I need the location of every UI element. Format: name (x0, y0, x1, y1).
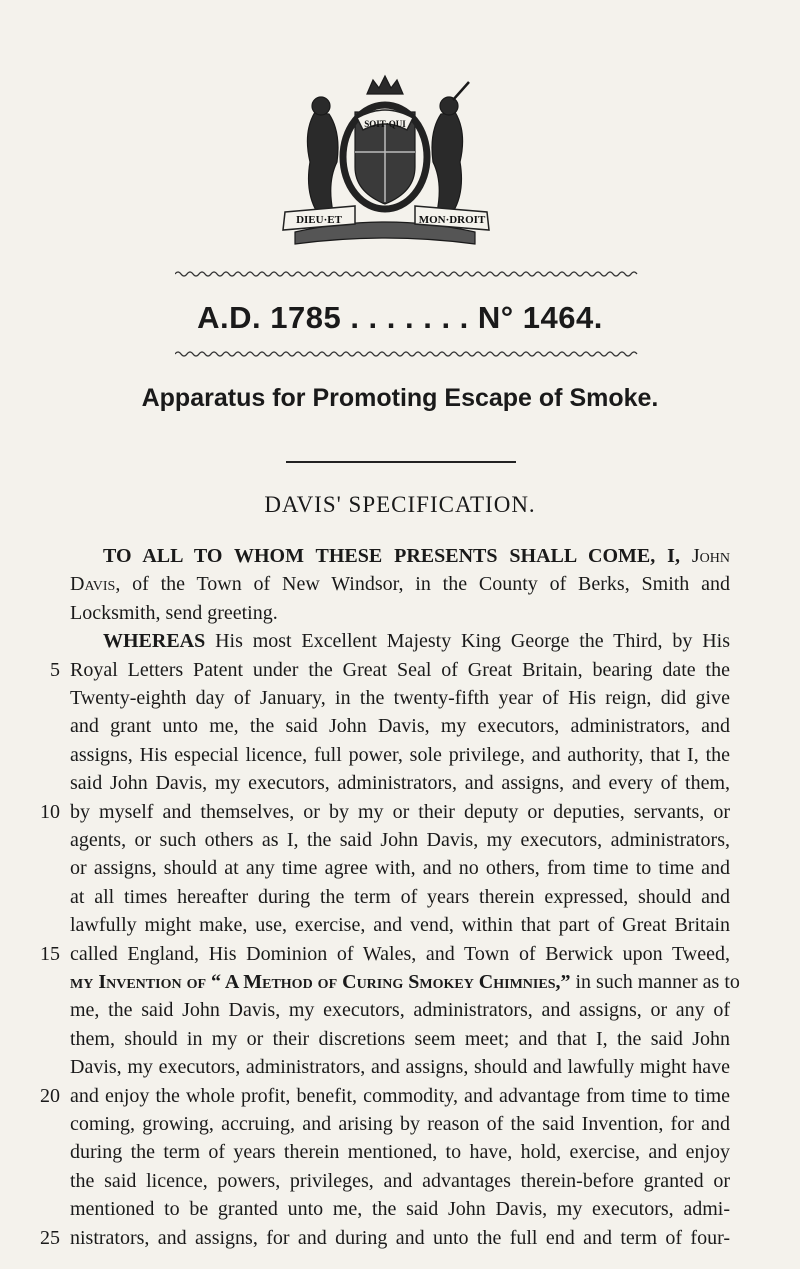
body-line: Royal Letters Patent under the Great Seal of Great Britain, bearing date the (70, 658, 730, 681)
patent-number-heading: A.D. 1785 . . . . . . . N° 1464. (197, 300, 603, 335)
body-line: Davis, my executors, administrators, and assigns, should and lawfully might have (70, 1056, 730, 1079)
line-text: , of the Town of New Windsor, in the County of Berks, Smith and (115, 573, 730, 596)
body-line: coming, growing, accruing, and arising by reason of the said Invention, for and (70, 1113, 730, 1135)
line-text: my Invention of “ A Method of Curing Smokey Chimnies,” (70, 971, 571, 993)
wavy-rule-top (175, 270, 640, 278)
body-line: or assigns, should at any time agree with, and no others, from time to time and (70, 857, 730, 880)
body-line: and enjoy the whole profit, benefit, commodity, and advantage from time to time (70, 1084, 730, 1107)
body-line: and grant unto me, the said John Davis, my executors, administrators, and (70, 715, 730, 738)
line-number: 15 (40, 942, 60, 965)
motto-right-text: MON·DROIT (418, 214, 486, 226)
line-number: 5 (50, 658, 60, 681)
title-divider (286, 461, 516, 463)
body-line: mentioned to be granted unto me, the said John Davis, my executors, admi- (70, 1198, 730, 1221)
royal-coat-of-arms-icon (255, 72, 515, 252)
body-line: me, the said John Davis, my executors, administrators, and assigns, or any of (70, 999, 730, 1022)
motto-mid-text: DIEU·ET (296, 214, 342, 226)
body-line: agents, or such others as I, the said John Davis, my executors, administrators, (70, 829, 730, 851)
body-line: Locksmith, send greeting. (70, 601, 278, 624)
line-text: His most Excellent Majesty King George the Third, by His (205, 630, 730, 653)
body-line: nistrators, and assigns, for and during and unto the full end and term of four- (70, 1226, 730, 1249)
body-line: during the term of years therein mentioned, to have, hold, exercise, and enjoy (70, 1141, 730, 1164)
line-text: Davis (70, 573, 116, 596)
line-text: in such manner as to (570, 971, 740, 993)
wavy-rule-bottom (175, 350, 640, 358)
line-number: 25 (40, 1226, 60, 1249)
specification-heading: DAVIS' SPECIFICATION. (264, 492, 536, 517)
motto-left-text: SOIT·QUI (364, 119, 406, 129)
body-line: by myself and themselves, or by my or their deputy or deputies, servants, or (70, 800, 730, 823)
body-line: them, should in my or their discretions seem meet; and that I, the said John (70, 1027, 730, 1050)
body-line: said John Davis, my executors, administrators, and assigns, and every of them, (70, 772, 730, 795)
body-line: the said licence, powers, privileges, and advantages therein-before granted or (70, 1169, 730, 1192)
line-number: 10 (40, 800, 60, 823)
body-line (70, 970, 740, 994)
body-line: at all times hereafter during the term of years therein expressed, should and (70, 885, 730, 908)
line-text: TO ALL TO WHOM THESE PRESENTS SHALL COME, I, (103, 545, 692, 567)
body-line (103, 544, 730, 568)
body-line (70, 572, 730, 596)
body-line: Twenty-eighth day of January, in the twenty-fifth year of His reign, did give (70, 687, 730, 709)
patent-title: Apparatus for Promoting Escape of Smoke. (141, 384, 659, 412)
line-number: 20 (40, 1084, 60, 1107)
line-text: WHEREAS (103, 630, 206, 653)
body-line: assigns, His especial licence, full power, sole privilege, and authority, that I, the (70, 743, 730, 766)
body-line (103, 629, 730, 653)
body-line: lawfully might make, use, exercise, and vend, within that part of Great Britain (70, 914, 730, 937)
line-text: John (691, 545, 730, 567)
body-line: called England, His Dominion of Wales, and Town of Berwick upon Tweed, (70, 942, 730, 965)
